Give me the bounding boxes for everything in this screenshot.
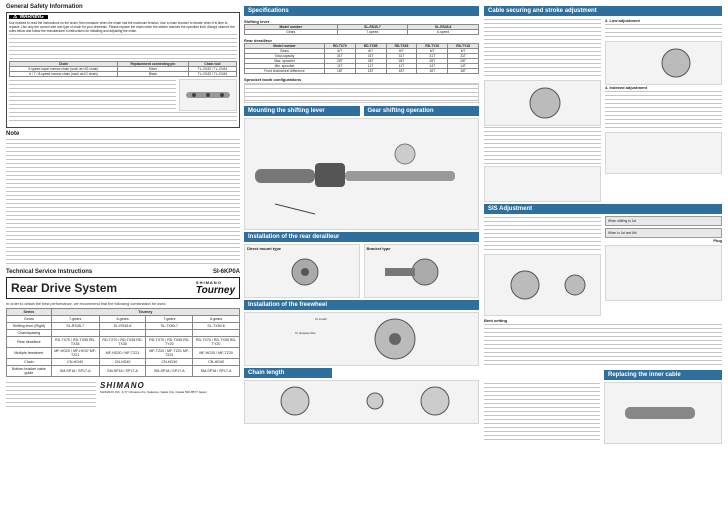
rd-spec-table [244,43,479,74]
warning-body: Use marked to read the instructions on the chain, then measure when the chain has the maximum tension. Use a chain checker to decide when it is time to replace. Use only the correct size and type of chain for your drivetrain. Please replace the chain when the stretch reaches the specified limit. Always observe the rules below and follow the manufacturer's instructions for installing and adjusting the chain. [9,21,235,33]
combo-cell: RD-TX70 / RD-TX55 RD-TX35 [51,337,99,348]
combo-cell: Multiple freewheel [7,348,52,359]
rd-spec-cell: 28T [448,59,479,64]
combo-cell: MF-HG20 / MF-TZ21 [99,348,146,359]
chain-pin-cell: 6 / 7 / 8-speed narrow chain (such as IG chain) [10,72,118,77]
freewheel-figure [244,312,479,366]
mount-bars [244,104,479,118]
plug-label: Plug [713,238,722,243]
rd-install-row [244,244,479,298]
rd-spec-cell: 18T [355,69,386,74]
combo-cell: 7-gears [51,316,99,323]
rd-spec-th: RD-TY18 [448,44,479,49]
rd-spec-row [245,69,479,74]
combo-cell: SL-RS45-6 [99,323,146,330]
shift-cell: Gears [245,30,338,35]
sis-bar: SIS Adjustment [484,204,722,214]
rd-spec-cell: Total capacity [245,54,325,59]
combo-cell: 6-gears [193,316,240,323]
combo-cell [99,330,146,337]
rd-spec-cell: Gears [245,49,325,54]
rd-spec-body [245,49,479,74]
chain-length-figure [244,380,479,424]
combo-cell [51,330,99,337]
combo-cell: Shifting lever (Right) [7,323,52,330]
warning-box [6,12,240,128]
combo-cell: SM-SP18 / SP17-A [51,366,99,377]
combo-cell: RD-TX70 / RD-TX55 RD-TY20 [193,337,240,348]
chain-pin-cell: TL-CN32 / TL-CN34 [188,72,236,77]
chain-pin-table [9,61,237,77]
rd-spec-cell: 31T [324,54,355,59]
rd-spec-cell: 28T [324,59,355,64]
replace-bar: Replacing the inner cable [604,370,722,380]
cable-text-lines [484,19,601,79]
rd-spec-cell: 11T [386,64,417,69]
low-adjust-figure [605,41,722,85]
replace-row [484,382,722,444]
cable-bar: Cable securing and stroke adjustment [484,6,722,16]
combo-body [7,316,240,377]
footer-brand-block [100,381,220,394]
combo-table [6,308,240,377]
footer [6,381,240,409]
combo-row [7,316,240,323]
low-adjust-svg [606,42,721,84]
rd-spec-cell: 28T [386,59,417,64]
freewheel-svg [245,313,478,365]
combo-cell: SM-SP18 / SP17-A [99,366,146,377]
rd-direct-label: Direct mount type [247,246,282,251]
combo-cell: MF-HG20 / MF-TZ20 [193,348,240,359]
sis-shift-1st: When shifting to 1st [605,216,722,226]
combo-cell: CN-HG40 [146,359,193,366]
rd-bracket-label: Bracket type [366,246,391,251]
rd-spec-th: RD-TY20 [417,44,448,49]
mount-bar: Mounting the shifting lever [244,106,360,116]
note-text [6,139,240,265]
rd-direct-svg [245,252,357,292]
rd-spec-th: Model number [245,44,325,49]
rd-spec-cell: 31T [355,54,386,59]
combo-row [7,337,240,348]
chain-length-svg [245,381,478,423]
combo-cell: MF-HG20 / MF-HG37 MF-TZ21 [51,348,99,359]
chain-pin-row [10,72,237,77]
warning-label [9,15,48,19]
rd-spec-cell: 6/7 [417,49,448,54]
combo-cell: CN-HG40 [51,359,99,366]
freewheel-bar: Installation of the freewheel [244,300,479,310]
sis-left-lines [484,217,601,253]
bent-title: Bent setting [484,318,508,323]
shift-table [244,24,479,35]
rd-spec-cell: 18T [417,69,448,74]
rd-spec-cell: 14T [448,64,479,69]
technical-service-label: Technical Service Instructions [6,269,93,275]
freewheel-remove-label: To disassemble [295,331,316,335]
low-adjust-block [605,18,722,202]
chain-pin-cell: 6 speed super narrow chain (such as HG chain) [10,67,118,72]
column-middle [244,4,479,424]
mount-figure [244,118,479,230]
shift-lever-title: Shifting lever [244,19,270,24]
combo-row [7,323,240,330]
combo-cell [146,330,193,337]
warning-text-lines-2 [9,112,237,124]
note-title: Note [6,131,20,137]
rd-spec-cell: Front chainwheel difference [245,69,325,74]
combo-cell: Chain [7,359,52,366]
warning-icon: ⚠ [13,14,18,20]
combo-cell: SL-TX50-6 [193,323,240,330]
shimano-logo: SHIMANO [100,381,145,391]
rd-spec-cell: 14T [417,64,448,69]
rd-bracket-figure [364,244,480,298]
replace-svg [605,383,720,443]
chain-pin-th: Chain tool [188,62,236,67]
sis-left-figure [484,254,601,316]
combo-cell: MF-TZ20 / MF-TZ21 MF-TZ31 [146,348,193,359]
chain-pin-cell: TL-CN32 / TL-CN34 [188,67,236,72]
shift-cell: 6-speed [408,30,479,35]
combo-th: Tourney [51,309,239,316]
chain-pin-th: Chain [10,62,118,67]
shift-th: Model number [245,25,338,30]
rd-install-bar: Installation of the rear derailleur [244,232,479,242]
combo-cell: Rear derailleur [7,337,52,348]
sis-left [484,216,601,316]
rd-spec-cell: 6/7 [448,49,479,54]
warning-lines [9,34,237,60]
shift-th: SL-RS45-7 [337,25,408,30]
rd-spec-cell: 6/7 [324,49,355,54]
cable-figure [484,80,601,126]
rear-drive-title-box [6,277,240,299]
rd-spec-cell: 11T [355,64,386,69]
combo-cell: SL-TX50-7 [146,323,193,330]
combo-cell: 7-gears [146,316,193,323]
top-adjust-title: 4. Indexed adjustment [605,85,648,90]
combo-row [7,330,240,337]
technical-service-code: SI-6KP0A [212,269,240,275]
sis-right [605,216,722,316]
cable-text [484,18,601,202]
combo-cell: 6-gears [99,316,146,323]
combo-cell: Gears [7,316,52,323]
technical-service-bar [6,269,240,275]
combo-row [7,366,240,377]
column-right [484,4,722,444]
footer-address: SHIMANO INC. 3-77 Oimatsu-cho, Sakai-ku, Sakai City, Osaka 590-8577 Japan [100,390,207,395]
combo-cell: RD-TX70 / RD-TX55 RD-TY20 [146,337,193,348]
rd-spec-th: RD-TX55 [355,44,386,49]
gear-shift-bar: Gear shifting operation [364,106,480,116]
rd-spec-cell: 28T [355,59,386,64]
chain-pin-cell: Silver [117,67,188,72]
rd-spec-cell: 18T [386,69,417,74]
cable-adjust-figure [484,166,601,202]
combo-cell: CN-HG40 [193,359,240,366]
warning-text: WARNING [19,14,44,20]
rd-spec-cell: 31T [417,54,448,59]
tooth-table [244,83,479,103]
lever-svg [245,119,478,229]
combo-cell: RD-TX70 / RD-TX55 RD-TX35 [99,337,146,348]
combo-row [7,348,240,359]
shift-cell: 7-speed [337,30,408,35]
chain-pin-figure [179,79,237,111]
chain-length-bar: Chain length [244,368,332,378]
combo-cell [193,330,240,337]
tourney-logo [196,280,235,296]
combo-cell: SM-SP18 / SP17-A [146,366,193,377]
combo-th: Series [7,309,52,316]
bent-lines [484,324,722,368]
footer-notice [6,382,96,408]
low-adjust-title: 3. Low adjustment [605,18,640,23]
rear-intro: In order to obtain the best performance, we recommend that the following combination be used. [6,302,167,306]
cable-adjust-lines [484,127,601,165]
rd-spec-th: RD-TX70 [324,44,355,49]
rd-spec-cell: 18T [324,69,355,74]
rd-spec-cell: Max. sprocket [245,59,325,64]
chain-pin-th: Replacement connecting pin [117,62,188,67]
shift-row [245,30,479,35]
top-adjust-lines [605,91,722,131]
specifications-bar: Specifications [244,6,479,16]
rd-spec-cell: Min. sprocket [245,64,325,69]
shift-th: SL-RS45-6 [408,25,479,30]
rd-spec-title: Rear derailleur [244,38,273,43]
rd-spec-cell: 6/7 [355,49,386,54]
chain-pin-cell: Black [117,72,188,77]
combo-cell: SL-RS45-7 [51,323,99,330]
sis-right-figure [605,245,722,301]
warning-text-lines [9,80,176,110]
rd-spec-cell: 6/7 [386,49,417,54]
tooth-title: Sprocket tooth configurations [244,77,302,82]
rd-spec-cell: 18T [448,69,479,74]
chain-pin-svg [180,80,236,110]
rd-spec-cell: 31T [386,54,417,59]
sis-left-svg [485,255,600,315]
sis-row [484,216,722,316]
rd-bracket-svg [365,252,477,292]
sis-shift-6th: When to 1st and 6th [605,228,722,238]
top-adjust-figure [605,132,722,174]
general-title: General Safety Information [6,4,83,10]
low-adjust-lines [605,24,722,40]
combo-cell: CN-HG40 [99,359,146,366]
cable-top-row [484,18,722,202]
freewheel-install-label: To install [315,317,327,321]
column-left [6,4,240,409]
combo-row [7,359,240,366]
rd-spec-cell: 28T [417,59,448,64]
rd-spec-cell: 11T [324,64,355,69]
replace-figure [604,382,722,444]
rd-direct-figure [244,244,360,298]
rd-spec-th: RD-TX35 [386,44,417,49]
combo-cell: SM-SP18 / SP17-A [193,366,240,377]
combo-cell: Bottom bracket cable guide [7,366,52,377]
tourney-brand-sub: SHIMANO [195,280,222,285]
rear-drive-title: Rear Drive System [11,281,118,295]
rd-spec-cell: 31T [448,54,479,59]
combo-cell: Chain/spacing [7,330,52,337]
replace-left-lines [484,383,600,443]
tourney-brand: Tourney [195,285,235,296]
cable-svg [485,81,600,125]
